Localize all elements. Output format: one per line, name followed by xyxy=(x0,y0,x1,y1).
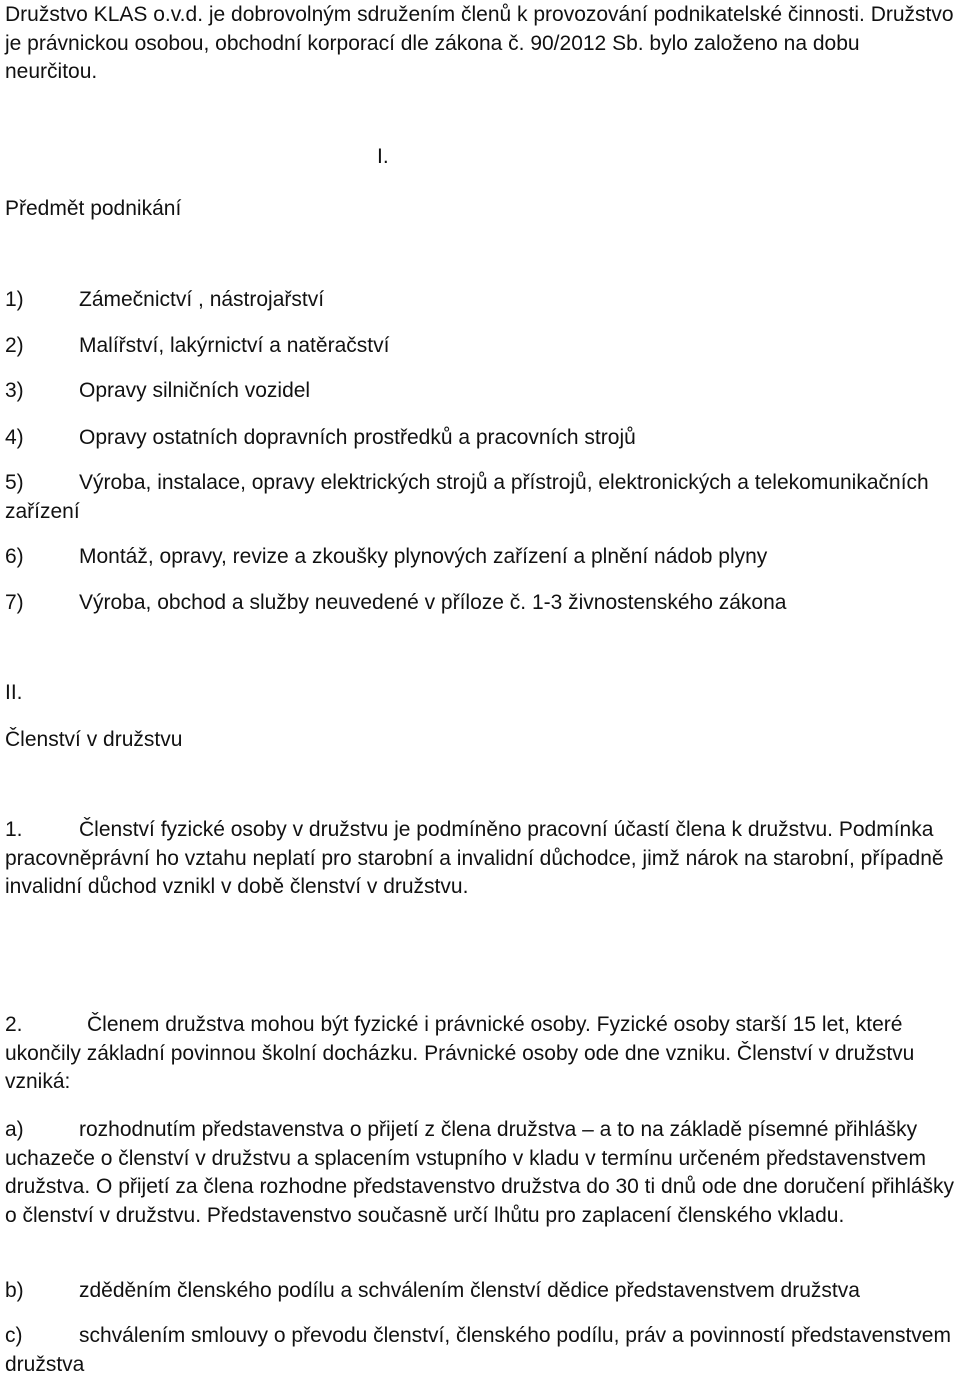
paragraph-number: 1. xyxy=(5,818,23,841)
list-item-text: Opravy silničních vozidel xyxy=(79,379,311,402)
list-item-number: 5) xyxy=(5,471,24,494)
list-item-text: Malířství, lakýrnictví a natěračství xyxy=(79,334,390,357)
list-item-text: rozhodnutím představenstva o přijetí z člena družstva – a to na základě písemné přihlášky uchazeče o členství v družstvu a splacením vstupního v kladu v termínu určeném představenstvem družstva. O přijetí za člena rozhodne představenstvo družstva do 30 ti dnů ode dne doručení přihlášky o členství v družstvu. Představenstvo současně určí lhůtu pro zaplacení členského vkladu. xyxy=(5,1118,955,1227)
list-item-text: schválením smlouvy o převodu členství, členského podílu, práv a povinností představenstvem družstva xyxy=(5,1324,951,1376)
list-item xyxy=(5,589,957,618)
list-item-number: 1) xyxy=(5,288,24,311)
section-1-heading: Předmět podnikání xyxy=(5,197,182,220)
list-item-letter: c) xyxy=(5,1324,23,1347)
list-item xyxy=(5,377,957,406)
list-item-text: Výroba, obchod a služby neuvedené v příloze č. 1-3 živnostenského zákona xyxy=(79,591,787,614)
list-item-number: 7) xyxy=(5,591,24,614)
list-item-text: Opravy ostatních dopravních prostředků a pracovních strojů xyxy=(79,426,636,449)
section-2-numeral: II. xyxy=(5,681,23,704)
paragraph-text: Členem družstva mohou být fyzické i právnické osoby. Fyzické osoby starší 15 let, které ukončily základní povinnou školní docházku. Právnické osoby ode dne vzniku. Členství v družstvu vzniká: xyxy=(5,1013,915,1093)
list-item xyxy=(5,543,957,572)
section-1-numeral: I. xyxy=(377,145,389,168)
list-item xyxy=(5,332,957,361)
list-item-number: 4) xyxy=(5,426,24,449)
paragraph-number: 2. xyxy=(5,1013,23,1036)
intro-paragraph: Družstvo KLAS o.v.d. je dobrovolným sdružením členů k provozování podnikatelské činnosti. Družstvo je právnickou osobou, obchodní korporací dle zákona č. 90/2012 Sb. bylo založeno na dobu neurčitou. xyxy=(5,3,954,83)
list-item xyxy=(5,424,957,453)
list-item-text: Výroba, instalace, opravy elektrických strojů a přístrojů, elektronických a telekomunikačních zařízení xyxy=(5,471,929,523)
numbered-paragraph xyxy=(5,1011,957,1097)
list-item xyxy=(5,1277,957,1306)
list-item-text: Montáž, opravy, revize a zkoušky plynových zařízení a plnění nádob plyny xyxy=(79,545,768,568)
section-2-heading: Členství v družstvu xyxy=(5,728,183,751)
list-item-number: 6) xyxy=(5,545,24,568)
numbered-paragraph xyxy=(5,816,957,902)
list-item xyxy=(5,469,957,526)
list-item-number: 3) xyxy=(5,379,24,402)
list-item-text: Zámečnictví , nástrojařství xyxy=(79,288,325,311)
list-item xyxy=(5,1322,957,1379)
paragraph-text: Členství fyzické osoby v družstvu je podmíněno pracovní účastí člena k družstvu. Podmínka pracovněprávní ho vztahu neplatí pro starobní a invalidní důchodce, jimž nárok na starobní, případně invalidní důchod vznikl v době členství v družstvu. xyxy=(5,818,944,898)
list-item xyxy=(5,286,957,315)
list-item-number: 2) xyxy=(5,334,24,357)
list-item-letter: a) xyxy=(5,1118,24,1141)
list-item-letter: b) xyxy=(5,1279,24,1302)
list-item xyxy=(5,1116,957,1230)
list-item-text: zděděním členského podílu a schválením členství dědice představenstvem družstva xyxy=(79,1279,860,1302)
